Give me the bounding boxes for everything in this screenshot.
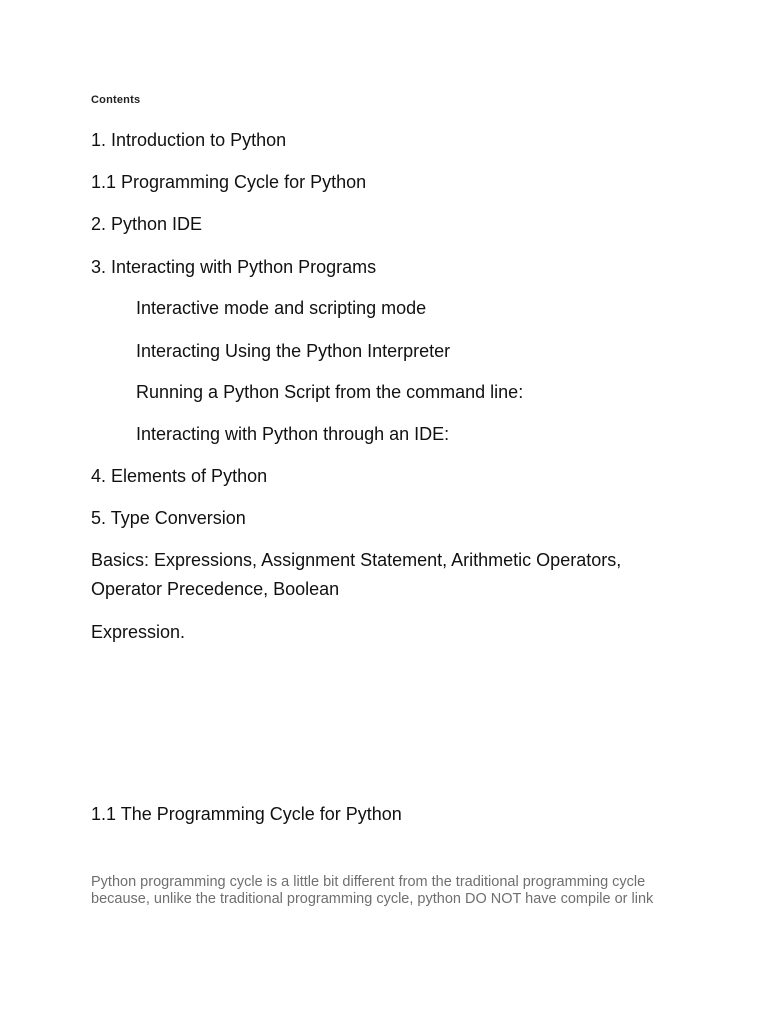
toc-basics-line-2: Operator Precedence, Boolean bbox=[91, 579, 340, 599]
section-heading: 1.1 The Programming Cycle for Python bbox=[91, 804, 402, 824]
toc-item-elements: 4. Elements of Python bbox=[91, 466, 268, 486]
toc-item-interacting: 3. Interacting with Python Programs bbox=[91, 257, 377, 277]
toc-subitem-command-line: Running a Python Script from the command line: bbox=[136, 382, 524, 402]
toc-expression: Expression. bbox=[91, 622, 186, 642]
toc-subitem-ide: Interacting with Python through an IDE: bbox=[136, 424, 450, 444]
contents-heading: Contents bbox=[91, 94, 141, 106]
toc-item-programming-cycle: 1.1 Programming Cycle for Python bbox=[91, 172, 367, 192]
toc-subitem-interactive-mode: Interactive mode and scripting mode bbox=[136, 298, 427, 318]
toc-item-introduction: 1. Introduction to Python bbox=[91, 130, 287, 150]
section-paragraph-line-2: because, unlike the traditional programming cycle, python DO NOT have compile or link bbox=[91, 891, 654, 907]
toc-item-python-ide: 2. Python IDE bbox=[91, 214, 203, 234]
section-paragraph-line-1: Python programming cycle is a little bit different from the traditional programming cycle bbox=[91, 874, 646, 890]
toc-item-type-conversion: 5. Type Conversion bbox=[91, 508, 246, 528]
toc-subitem-interpreter: Interacting Using the Python Interpreter bbox=[136, 341, 451, 361]
toc-basics-line-1: Basics: Expressions, Assignment Statement, Arithmetic Operators, bbox=[91, 550, 622, 570]
